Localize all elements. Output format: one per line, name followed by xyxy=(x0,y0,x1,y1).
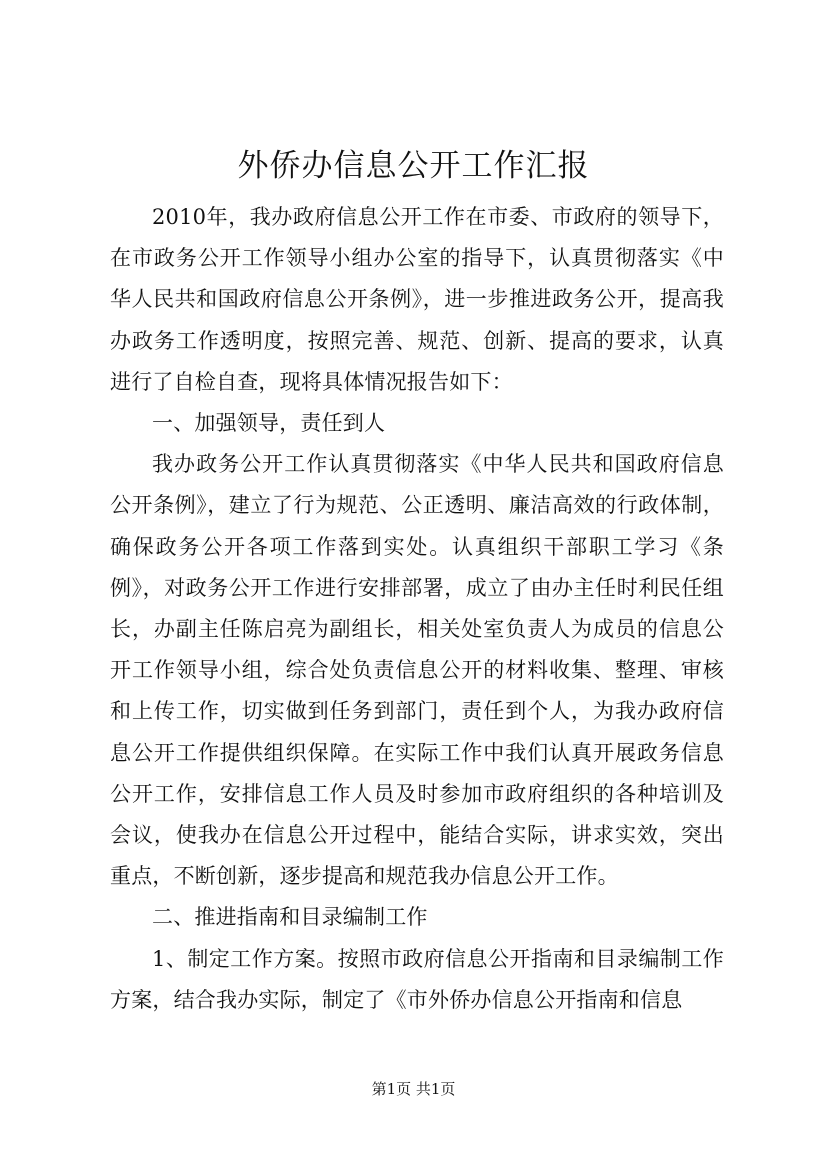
document-body xyxy=(110,197,724,1021)
paragraph-intro: 2010年，我办政府信息公开工作在市委、市政府的领导下，在市政务公开工作领导小组办公室的指导下，认真贯彻落实《中华人民共和国政府信息公开条例》，进一步推进政务公开，提高我办政务工作透明度，按照完善、规范、创新、提高的要求，认真进行了自检自查，现将具体情况报告如下： xyxy=(110,205,724,394)
section-heading-1: 一、加强领导，责任到人 xyxy=(152,411,386,436)
paragraph-section-1: 我办政务公开工作认真贯彻落实《中华人民共和国政府信息公开条例》，建立了行为规范、公正透明、廉洁高效的行政体制，确保政务公开各项工作落到实处。认真组织干部职工学习《条例》，对政务公开工作进行安排部署，成立了由办主任时利民任组长，办副主任陈启亮为副组长，相关处室负责人为成员的信息公开工作领导小组，综合处负责信息公开的材料收集、整理、审核和上传工作，切实做到任务到部门，责任到个人，为我办政府信息公开工作提供组织保障。在实际工作中我们认真开展政务信息公开工作，安排信息工作人员及时参加市政府组织的各种培训及会议，使我办在信息公开过程中，能结合实际，讲求实效，突出重点，不断创新，逐步提高和规范我办信息公开工作。 xyxy=(110,452,724,889)
section-heading-2: 二、推进指南和目录编制工作 xyxy=(152,905,428,930)
page-footer: 第1页 共1页 xyxy=(371,1080,456,1098)
document-title: 外侨办信息公开工作汇报 xyxy=(237,148,590,184)
paragraph-section-2-item-1: 1、制定工作方案。按照市政府信息公开指南和目录编制工作方案，结合我办实际，制定了《市外侨办信息公开指南和信息 xyxy=(110,946,724,1012)
